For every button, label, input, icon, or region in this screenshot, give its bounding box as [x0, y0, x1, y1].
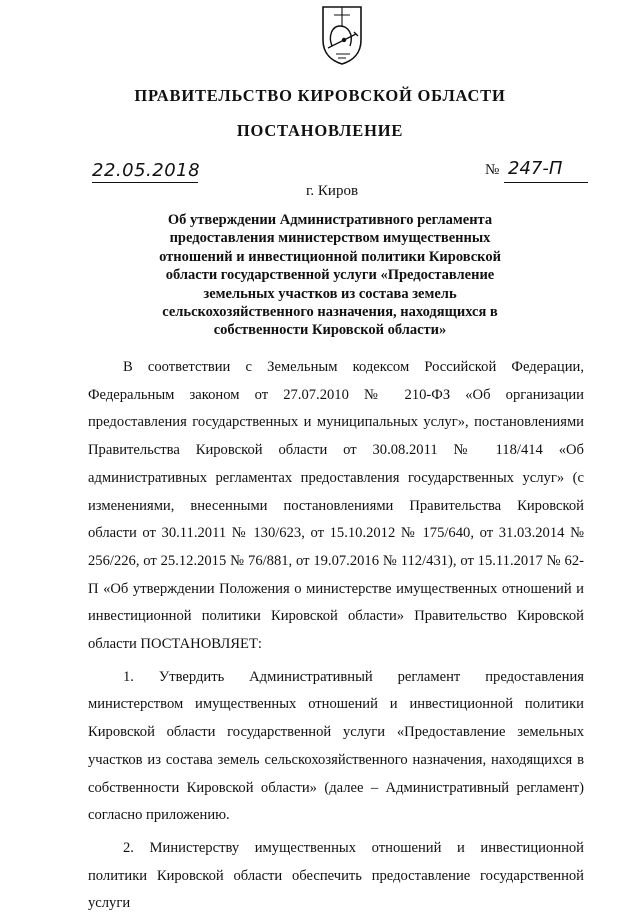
document-number — [504, 158, 592, 179]
item-1-paragraph: 1. Утвердить Административный регламент предоставления министерством имущественных отношений и инвестиционной политики Кировской области государственной услуги «Предоставление земельных участков из состава земель сельскохозяйственного назначения, находящихся в собственности Кировской области» (далее – Административный регламент) согласно приложению. — [88, 668, 584, 824]
document-date-value: 22.05.2018 — [92, 160, 201, 181]
city: г. Киров — [305, 183, 359, 199]
document-body — [88, 354, 584, 923]
document-date — [92, 160, 201, 181]
kirov-coat-of-arms-icon — [320, 4, 364, 66]
number-sign: № — [485, 162, 500, 178]
item-2-paragraph: 2. Министерству имущественных отношений и инвестиционной политики Кировской области обеспечить предоставление государственной услуги — [88, 839, 584, 912]
document-number-value: 247-П — [508, 158, 563, 179]
document-type: ПОСТАНОВЛЕНИЕ — [236, 121, 404, 140]
preamble-paragraph: В соответствии с Земельным кодексом Российской Федерации, Федеральным законом от 27.07.2010 № 210-ФЗ «Об организации предоставления государственных и муниципальных услуг», постановлениями Правительства Кировской области от 30.08.2011 № 118/414 «Об административных регламентах предоставления государственных услуг» (с изменениями, внесенными постановлениями Правительства Кировской области от 30.11.2011 № 130/623, от 15.10.2012 № 175/640, от 31.03.2014 № 256/226, от 25.12.2015 № 76/881, от 19.07.2016 № 112/431), от 15.11.2017 № 62-П «Об утверждении Положения о министерстве имущественных отношений и инвестиционной политики Кировской области» Правительство Кировской области ПОСТАНОВЛЯЕТ: — [88, 359, 584, 653]
government-title: ПРАВИТЕЛЬСТВО КИРОВСКОЙ ОБЛАСТИ — [134, 86, 506, 105]
document-subject: Об утверждении Административного регламента предоставления министерством имущественных отношений и инвестиционной политики Кировской области государственной услуги «Предоставление земельных участков из состава земель сельскохозяйственного назначения, находящихся в собственности Кировской области» — [159, 212, 501, 339]
